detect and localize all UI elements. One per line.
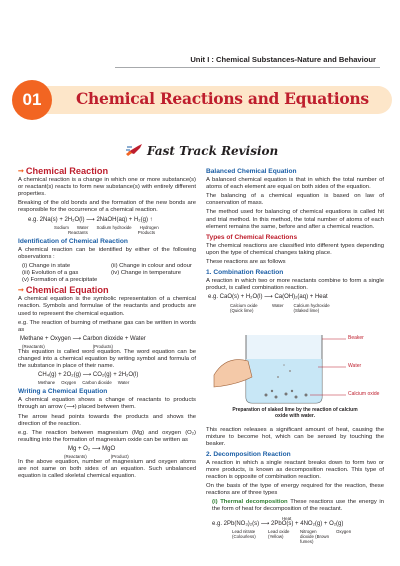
paragraph: The chemical reactions are classified into different types depending upon the type of chemical changes taking place. xyxy=(206,242,384,256)
figure-label-water: Water xyxy=(348,362,362,369)
chapter-title: Chemical Reactions and Equations xyxy=(76,89,369,108)
equation-brace-labels xyxy=(68,230,196,235)
heading-writing-equation: Writing a Chemical Equation xyxy=(18,388,108,396)
paragraph: The arrow head points towards the products and shows the direction of the reaction. xyxy=(18,413,196,427)
label: Nitrogen dioxide (Brown fumes) xyxy=(300,528,330,544)
equation-labels xyxy=(230,303,384,313)
list-item: (i) Change in state xyxy=(22,262,71,269)
paragraph: In the above equation, number of magnesium and oxygen atoms are not same on both sides of an equation. Such unbalanced equation is called skeletal chemical equation. xyxy=(18,459,196,480)
equation: CH₄(g) + 2O₂(g) ⟶ CO₂(g) + 2H₂O(l) xyxy=(38,372,139,379)
paragraph xyxy=(212,499,384,513)
label: Water xyxy=(272,302,284,308)
unit-title: Unit I : Chemical Substances-Nature and Behaviour xyxy=(190,55,376,64)
paragraph: A reaction in which two or more reactants combine to form a single product, is called combination reaction. xyxy=(206,278,384,292)
label: Products xyxy=(137,229,156,235)
label: Water xyxy=(117,380,130,386)
paragraph: A chemical equation shows a change of reactants to products through an arrow (⟶) placed between them. xyxy=(18,397,196,411)
heading-chemical-reaction xyxy=(18,168,196,175)
label: Carbon dioxide xyxy=(82,380,112,386)
chapter-banner xyxy=(12,80,392,120)
paragraph: On the basis of the type of energy required for the reaction, these reactions are of three types xyxy=(206,483,384,497)
arrow-icon: ➞ xyxy=(18,287,23,295)
paragraph: A chemical reaction can be identified by either of the following observations : xyxy=(18,246,196,260)
heading-combination: 1. Combination Reaction xyxy=(206,269,284,277)
equation: e.g. 2Pb(NO₃)₂(s) ⟶ 2PbO(s) + 4NO₂(g) + O₂(g) xyxy=(212,520,344,527)
paragraph: A chemical reaction is a change in which one or more substance(s) or reactant(s) reacts to form new substance(s) with entirely different properties. xyxy=(18,177,196,198)
paragraph: The method used for balancing of chemical equations is called hit and trial method. In this method, the total number of atoms of each element remains the same, before and after a chemical reaction. xyxy=(206,209,384,230)
paragraph: A balanced chemical equation is that in which the total number of atoms of each element are equal on both sides of the equation. xyxy=(206,177,384,191)
header-divider xyxy=(115,67,380,68)
label: (Product) xyxy=(110,454,129,459)
paragraph: This reaction releases a significant amount of heat, causing the mixture to become hot, which can be sensed by touching the beaker. xyxy=(206,426,384,447)
equation: e.g. CaO(s) + H₂O(l) ⟶ Ca(OH)₂(aq) + Heat xyxy=(208,294,328,301)
heading-text: Chemical Reaction xyxy=(25,166,109,176)
label: Sodium xyxy=(54,224,69,230)
label: Hydrogen xyxy=(139,224,159,230)
list-item: (iv) Change in temperature xyxy=(111,270,182,277)
paragraph-text: These reactions use the energy in the form of heat for decomposition of the reactant. xyxy=(212,499,385,513)
heading-types: Types of Chemical Reactions xyxy=(206,233,298,241)
label: (Products) xyxy=(92,343,113,349)
paragraph: A chemical equation is the symbolic representation of a chemical reaction. Symbols and formulae of the reactants and products are used to represent the chemical equation. xyxy=(18,296,196,317)
heading-identification: Identification of Chemical Reaction xyxy=(18,237,128,245)
paragraph: e.g. The reaction of burning of methane gas can be written in words as xyxy=(18,319,196,333)
label: (Reactants) xyxy=(64,454,87,459)
label: Sodium hydroxide xyxy=(96,224,132,230)
paragraph: These reactions are as follows xyxy=(206,259,286,266)
paragraph: This equation is called word equation. The word equation can be changed into a chemical equation by writing symbol and formula of the substance in place of their name. xyxy=(18,348,196,370)
equation: e.g. 2Na(s) + 2H₂O(l) ⟶ 2NaOH(aq) + H₂(g) ↑ xyxy=(28,216,153,223)
rocket-icon xyxy=(126,142,144,156)
subheading-thermal: (i) Thermal decomposition xyxy=(212,499,288,506)
left-column xyxy=(18,165,196,482)
label: Oxygen xyxy=(61,380,77,386)
label: Calcium oxide (Quick lime) xyxy=(230,302,258,313)
figure-label-calcium-oxide: Calcium oxide xyxy=(348,390,380,397)
label: Methane xyxy=(38,380,56,386)
label: (Reactants) xyxy=(22,343,45,349)
heading-balanced-equation: Balanced Chemical Equation xyxy=(206,168,297,175)
label: Lead nitrate (Colourless) xyxy=(232,528,256,539)
paragraph: A reaction in which a single reactant breaks down to form two or more products, is known as decomposition reaction. This type of reaction is opposite of combination reaction. xyxy=(206,459,384,481)
list-item: (v) Formation of a precipitate xyxy=(22,277,98,284)
heading-decomposition: 2. Decomposition Reaction xyxy=(206,450,291,458)
word-equation: Methane + Oxygen ⟶ Carbon dioxide + Water xyxy=(20,335,146,342)
label: Oxygen xyxy=(336,528,352,534)
section-title: Fast Track Revision xyxy=(147,144,279,158)
figure-label-beaker: Beaker xyxy=(348,334,364,341)
chapter-number: 01 xyxy=(12,80,52,120)
right-column xyxy=(206,165,384,544)
list-item: (iii) Evolution of a gas xyxy=(22,270,79,277)
arrow-icon: ➞ xyxy=(18,168,23,175)
equation: Mg + O₂ ⟶ MgO xyxy=(68,445,116,452)
list-item: (ii) Change in colour and odour xyxy=(111,262,192,269)
figure-caption: Preparation of slaked lime by the reaction of calcium oxide with water. xyxy=(232,406,358,419)
label: Reactants xyxy=(68,229,88,235)
paragraph: Breaking of the old bonds and the formation of the new bonds are responsible for the occurrence of a chemical reaction. xyxy=(18,200,196,214)
heading-text: Chemical Equation xyxy=(25,285,109,296)
paragraph: e.g. The reaction between magnesium (Mg) and oxygen (O₂) resulting into the formation of magnesium oxide can be written as xyxy=(18,429,196,443)
equation-labels xyxy=(232,529,384,544)
beaker-figure xyxy=(206,315,384,425)
observations-list xyxy=(22,263,196,284)
label: Lead oxide (Yellow) xyxy=(268,528,290,539)
heading-chemical-equation xyxy=(18,287,196,294)
heat-label: Heat xyxy=(282,515,292,521)
label: Water xyxy=(76,224,89,230)
equation-labels xyxy=(38,380,196,385)
paragraph: The balancing of a chemical equation is based on law of conservation of mass. xyxy=(206,193,384,207)
label: Calcium hydroxide (Slaked lime) xyxy=(293,302,330,313)
